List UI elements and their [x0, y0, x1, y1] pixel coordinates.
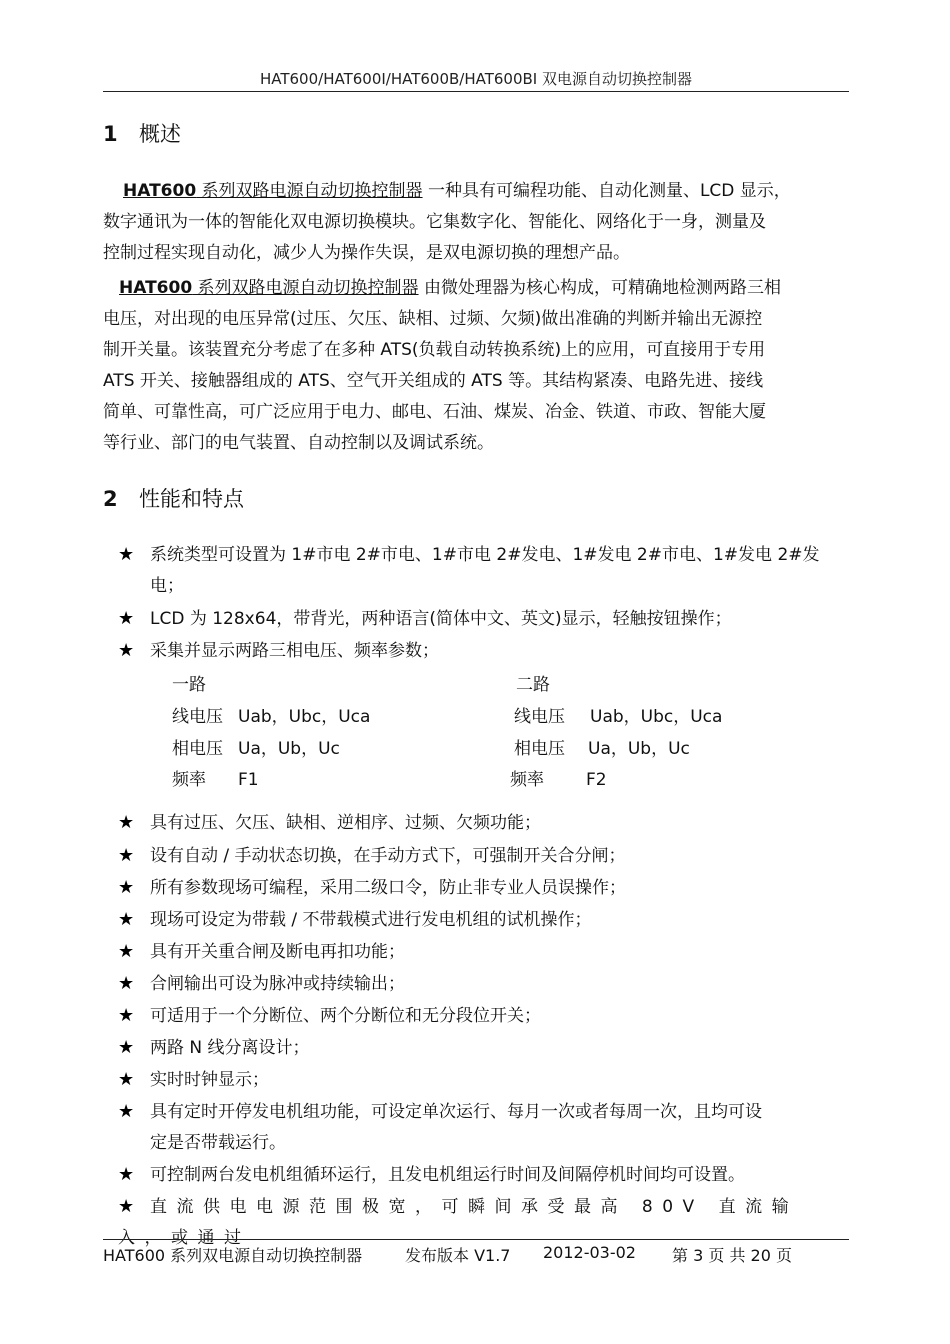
running-header: HAT600/HAT600I/HAT600B/HAT600BI 双电源自动切换控制器	[259, 70, 693, 88]
star-bullet-icon: ★	[118, 973, 135, 994]
feature-item: ★ 直流供电电源范围极宽，可瞬间承受最高 80V 直流输入，或通过	[118, 1191, 848, 1254]
param-right-head: 二路	[516, 675, 550, 695]
product-brand-link: HAT600 系列双路电源自动切换控制器	[123, 181, 423, 201]
footer-version: 发布版本 V1.7	[405, 1246, 511, 1265]
header-rule	[103, 91, 849, 92]
feature-item: ★ 可控制两台发电机组循环运行，且发电机组运行时间及间隔停机时间均可设置。	[118, 1159, 848, 1191]
star-bullet-icon: ★	[118, 877, 135, 898]
footer-date: 2012-03-02	[543, 1243, 636, 1262]
product-brand-link: HAT600 系列双路电源自动切换控制器	[119, 278, 419, 298]
feature-item: ★ 具有开关重合闸及断电再扣功能；	[118, 936, 848, 968]
feature-item: ★ 现场可设定为带载 / 不带载模式进行发电机组的试机操作；	[118, 904, 848, 936]
param-label: 相电压	[514, 739, 565, 759]
star-bullet-icon: ★	[118, 909, 135, 930]
param-label: 线电压	[514, 707, 565, 727]
star-bullet-icon: ★	[118, 941, 135, 962]
star-bullet-icon: ★	[118, 544, 135, 565]
feature-item: ★ 具有定时开停发电机组功能，可设定单次运行、每月一次或者每周一次，且均可设 定是否带载运行。	[118, 1096, 848, 1159]
feature-item: ★ LCD 为 128x64，带背光，两种语言(简体中文、英文)显示，轻触按钮操作；	[118, 603, 848, 635]
star-bullet-icon: ★	[118, 1005, 135, 1026]
feature-item: ★ 设有自动 / 手动状态切换，在手动方式下，可强制开关合分闸；	[118, 840, 848, 872]
section-2-number: 2	[103, 487, 118, 511]
paragraph-line: 电压，对出现的电压异常(过压、欠压、缺相、过频、欠频)做出准确的判断并输出无源控	[103, 309, 763, 329]
param-value: F1	[238, 770, 259, 790]
section-1-number: 1	[103, 122, 118, 146]
paragraph-line: 制开关量。该装置充分考虑了在多种 ATS(负载自动转换系统)上的应用，可直接用于专用	[103, 340, 766, 360]
star-bullet-icon: ★	[118, 1037, 135, 1058]
paragraph-line: 简单、可靠性高，可广泛应用于电力、邮电、石油、煤炭、冶金、铁道、市政、智能大厦	[103, 402, 766, 422]
param-value: F2	[586, 770, 607, 790]
param-label: 频率	[172, 770, 206, 790]
feature-item: ★ 采集并显示两路三相电压、频率参数；	[118, 635, 848, 667]
section-2-title: 性能和特点	[139, 487, 244, 511]
feature-item: ★ 具有过压、欠压、缺相、逆相序、过频、欠频功能；	[118, 807, 848, 839]
star-bullet-icon: ★	[118, 812, 135, 833]
star-bullet-icon: ★	[118, 1101, 135, 1122]
star-bullet-icon: ★	[118, 1069, 135, 1090]
param-value: Ua，Ub，Uc	[588, 739, 690, 759]
footer-page-number: 第 3 页 共 20 页	[672, 1246, 792, 1265]
feature-item: ★ 合闸输出可设为脉冲或持续输出；	[118, 968, 848, 1000]
feature-item: ★ 实时时钟显示；	[118, 1064, 848, 1096]
param-label: 线电压	[172, 707, 223, 727]
param-label: 相电压	[172, 739, 223, 759]
feature-item: ★ 所有参数现场可编程，采用二级口令，防止非专业人员误操作；	[118, 872, 848, 904]
param-value: Uab，Ubc，Uca	[590, 707, 723, 727]
paragraph-line: 控制过程实现自动化，减少人为操作失误，是双电源切换的理想产品。	[103, 243, 630, 263]
star-bullet-icon: ★	[118, 1196, 135, 1217]
param-label: 频率	[510, 770, 544, 790]
param-value: Ua，Ub，Uc	[238, 739, 340, 759]
paragraph-line: 数字通讯为一体的智能化双电源切换模块。它集数字化、智能化、网络化于一身，测量及	[103, 212, 766, 232]
section-1-heading	[103, 118, 181, 148]
section-2-heading	[103, 483, 244, 513]
star-bullet-icon: ★	[118, 845, 135, 866]
feature-item: ★ 可适用于一个分断位、两个分断位和无分段位开关；	[118, 1000, 848, 1032]
param-left-head: 一路	[172, 675, 206, 695]
param-value: Uab，Ubc，Uca	[238, 707, 371, 727]
feature-item: ★ 系统类型可设置为 1#市电 2#市电、1#市电 2#发电、1#发电 2#市电、1#发电 2#发 电；	[118, 539, 848, 602]
section-1-title: 概述	[139, 122, 181, 146]
paragraph-line: HAT600 系列双路电源自动切换控制器 一种具有可编程功能、自动化测量、LCD 显示，	[123, 181, 791, 201]
star-bullet-icon: ★	[118, 608, 135, 629]
feature-item: ★ 两路 N 线分离设计；	[118, 1032, 848, 1064]
paragraph-line: ATS 开关、接触器组成的 ATS、空气开关组成的 ATS 等。其结构紧凑、电路先进、接线	[103, 371, 764, 391]
footer-product: HAT600 系列双电源自动切换控制器	[103, 1246, 363, 1265]
paragraph-overview-1	[103, 176, 847, 269]
star-bullet-icon: ★	[118, 640, 135, 661]
footer-rule	[103, 1239, 849, 1240]
paragraph-line: 等行业、部门的电气装置、自动控制以及调试系统。	[103, 433, 494, 453]
paragraph-line: HAT600 系列双路电源自动切换控制器 由微处理器为核心构成，可精确地检测两路三相	[119, 278, 781, 298]
star-bullet-icon: ★	[118, 1164, 135, 1185]
paragraph-overview-2	[103, 273, 847, 459]
